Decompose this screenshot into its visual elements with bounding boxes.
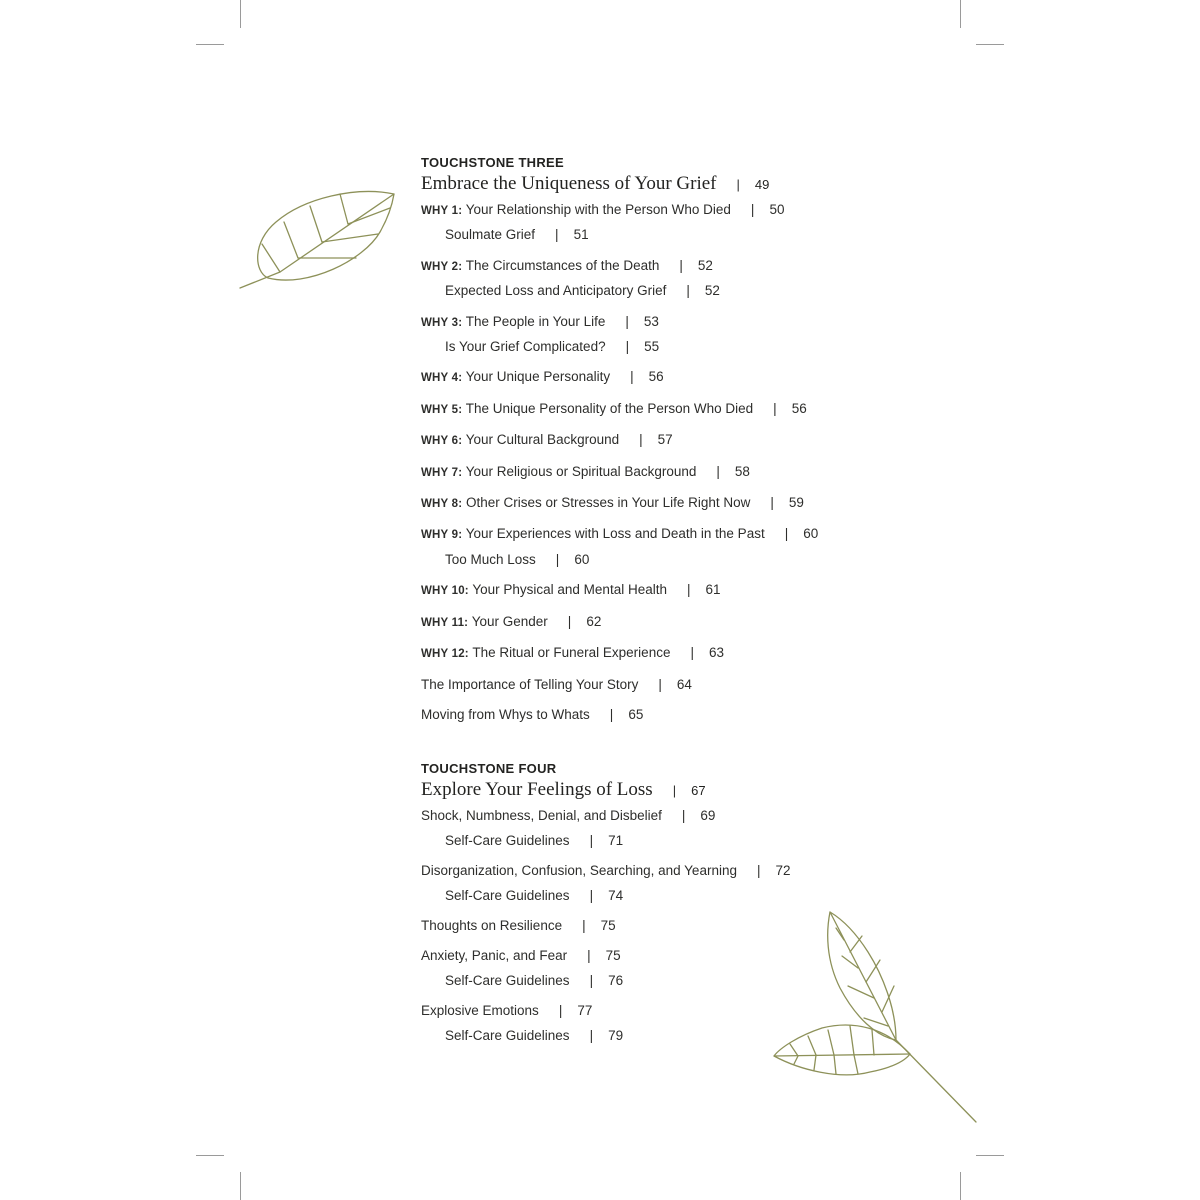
toc-entry — [421, 254, 981, 304]
separator: | — [716, 463, 720, 479]
separator: | — [750, 202, 755, 217]
separator: | — [736, 177, 740, 192]
page-number: 65 — [628, 706, 644, 722]
toc-line — [421, 397, 981, 422]
toc-line — [421, 578, 981, 603]
crop-mark — [240, 0, 241, 28]
toc-subline — [421, 884, 981, 908]
separator: | — [558, 1003, 563, 1019]
subentry-title: Self-Care Guidelines — [445, 832, 570, 848]
separator: | — [589, 887, 594, 903]
separator: | — [589, 832, 594, 848]
entry-title: Your Gender — [471, 613, 548, 629]
toc-subline — [421, 223, 981, 247]
page-number: 72 — [775, 863, 791, 879]
why-prefix: WHY 10: — [421, 585, 469, 598]
toc-subline — [421, 969, 981, 993]
entry-title: Thoughts on Resilience — [421, 917, 563, 933]
separator: | — [773, 400, 777, 416]
toc-entry — [421, 428, 981, 453]
separator: | — [625, 339, 630, 355]
toc-line — [421, 491, 981, 516]
page-number: 60 — [574, 551, 590, 567]
separator: | — [555, 551, 560, 567]
toc-line — [421, 673, 981, 697]
toc-line — [421, 254, 981, 279]
toc-subline — [421, 548, 981, 572]
section-label: TOUCHSTONE THREE — [421, 155, 565, 170]
why-prefix: WHY 8: — [421, 498, 463, 511]
crop-mark — [960, 1172, 961, 1200]
entry-title: Your Relationship with the Person Who Died — [465, 202, 731, 217]
entry-title: Your Physical and Mental Health — [472, 582, 667, 598]
toc-line — [421, 703, 981, 727]
entry-title: Your Religious or Spiritual Background — [465, 463, 697, 479]
page-number: 77 — [577, 1003, 593, 1019]
why-prefix: WHY 6: — [421, 435, 463, 448]
toc-section — [421, 761, 981, 1048]
separator: | — [582, 917, 586, 933]
toc-entry — [421, 859, 981, 908]
section-title — [421, 777, 981, 804]
page-number: 58 — [734, 463, 750, 479]
why-prefix: WHY 7: — [421, 466, 463, 479]
page-number: 74 — [608, 887, 624, 903]
separator: | — [784, 526, 789, 542]
entry-title: Explosive Emotions — [421, 1003, 539, 1019]
toc-line — [421, 460, 981, 485]
entry-title: The Circumstances of the Death — [465, 257, 660, 273]
page-number: 79 — [608, 1027, 624, 1043]
why-prefix: WHY 12: — [421, 648, 469, 661]
separator: | — [672, 783, 677, 799]
entry-title: Shock, Numbness, Denial, and Disbelief — [421, 808, 662, 824]
entry-title: Disorganization, Confusion, Searching, and Yearning — [421, 863, 737, 879]
separator: | — [756, 863, 761, 879]
subentry-title: Self-Care Guidelines — [445, 972, 570, 988]
separator: | — [555, 227, 559, 243]
toc-line — [421, 641, 981, 666]
page-number: 67 — [691, 783, 706, 799]
toc-entry — [421, 944, 981, 993]
toc-entry — [421, 522, 981, 572]
separator: | — [587, 948, 591, 964]
toc-entry — [421, 198, 981, 248]
entry-title: Your Cultural Background — [465, 432, 620, 448]
subentry-title: Self-Care Guidelines — [445, 887, 570, 903]
page-number: 76 — [608, 972, 624, 988]
page-number: 75 — [605, 948, 621, 964]
page-number: 52 — [697, 257, 713, 273]
page-number: 71 — [608, 832, 624, 848]
crop-mark — [960, 0, 961, 28]
toc-line — [421, 522, 981, 547]
separator: | — [686, 283, 690, 299]
toc-entry — [421, 703, 981, 727]
entry-title: Your Experiences with Loss and Death in the Past — [465, 526, 765, 542]
toc-subline — [421, 335, 981, 359]
toc-line — [421, 914, 981, 938]
page-number: 56 — [791, 400, 807, 416]
entry-title: The Ritual or Funeral Experience — [472, 645, 671, 661]
separator: | — [589, 1027, 594, 1043]
page-number: 62 — [586, 613, 602, 629]
separator: | — [681, 808, 686, 824]
toc-entry — [421, 610, 981, 635]
crop-mark — [976, 44, 1004, 45]
page-number: 75 — [600, 917, 616, 933]
separator: | — [589, 972, 594, 988]
entry-title: The Unique Personality of the Person Who Died — [465, 400, 754, 416]
subentry-title: Too Much Loss — [445, 551, 536, 567]
entry-title: The Importance of Telling Your Story — [421, 676, 639, 692]
toc-entry — [421, 673, 981, 697]
page-number: 61 — [705, 582, 721, 598]
why-prefix: WHY 3: — [421, 316, 463, 329]
separator: | — [686, 582, 691, 598]
page-number: 63 — [708, 645, 725, 661]
separator: | — [658, 676, 662, 692]
page-number: 53 — [643, 313, 659, 329]
toc-line — [421, 365, 981, 390]
page-number: 59 — [788, 495, 804, 511]
toc-subline — [421, 279, 981, 303]
entry-title: Anxiety, Panic, and Fear — [421, 948, 568, 964]
page-number: 55 — [644, 339, 660, 355]
why-prefix: WHY 11: — [421, 616, 469, 629]
separator: | — [690, 645, 694, 661]
toc-line — [421, 610, 981, 635]
separator: | — [609, 706, 614, 722]
why-prefix: WHY 4: — [421, 372, 463, 385]
separator: | — [625, 313, 629, 329]
leaf-icon — [236, 186, 404, 296]
crop-mark — [976, 1155, 1004, 1156]
page-number: 69 — [700, 808, 716, 824]
toc-line — [421, 999, 981, 1023]
section-title-text: Embrace the Uniqueness of Your Grief — [421, 173, 717, 194]
toc-entry — [421, 310, 981, 360]
section-title — [421, 171, 981, 198]
page-number: 64 — [676, 676, 692, 692]
table-of-contents — [421, 155, 981, 1054]
separator: | — [567, 613, 572, 629]
toc-entry — [421, 999, 981, 1048]
page-number: 57 — [657, 432, 673, 448]
why-prefix: WHY 2: — [421, 260, 463, 273]
entry-title: Moving from Whys to Whats — [421, 706, 590, 722]
toc-line — [421, 428, 981, 453]
subentry-title: Self-Care Guidelines — [445, 1027, 570, 1043]
toc-line — [421, 859, 981, 883]
why-prefix: WHY 9: — [421, 529, 463, 542]
toc-section — [421, 155, 981, 727]
toc-subline — [421, 1024, 981, 1048]
toc-entry — [421, 491, 981, 516]
separator: | — [770, 495, 774, 511]
entry-title: Other Crises or Stresses in Your Life Right Now — [466, 495, 751, 511]
toc-subline — [421, 829, 981, 853]
crop-mark — [240, 1172, 241, 1200]
page-number: 51 — [573, 227, 589, 243]
separator: | — [679, 257, 683, 273]
page-number: 50 — [769, 202, 785, 217]
subentry-title: Expected Loss and Anticipatory Grief — [445, 283, 667, 299]
toc-line — [421, 804, 981, 828]
toc-line — [421, 310, 981, 335]
page-number: 49 — [754, 177, 770, 192]
separator: | — [630, 369, 634, 385]
page-number: 56 — [648, 369, 664, 385]
why-prefix: WHY 5: — [421, 403, 463, 416]
subentry-title: Soulmate Grief — [445, 227, 536, 243]
crop-mark — [196, 44, 224, 45]
separator: | — [639, 432, 643, 448]
page-number: 60 — [803, 526, 819, 542]
crop-mark — [196, 1155, 224, 1156]
subentry-title: Is Your Grief Complicated? — [445, 339, 606, 355]
entry-title: Your Unique Personality — [465, 369, 611, 385]
toc-entry — [421, 804, 981, 853]
toc-entry — [421, 641, 981, 666]
toc-entry — [421, 578, 981, 603]
toc-entry — [421, 397, 981, 422]
page-number: 52 — [704, 283, 720, 299]
toc-line — [421, 198, 981, 223]
why-prefix: WHY 1: — [421, 205, 463, 217]
entry-title: The People in Your Life — [465, 313, 606, 329]
section-label: TOUCHSTONE FOUR — [421, 761, 557, 777]
section-title-text: Explore Your Feelings of Loss — [421, 779, 653, 801]
toc-entry — [421, 365, 981, 390]
toc-entry — [421, 914, 981, 938]
toc-line — [421, 944, 981, 968]
toc-entry — [421, 460, 981, 485]
